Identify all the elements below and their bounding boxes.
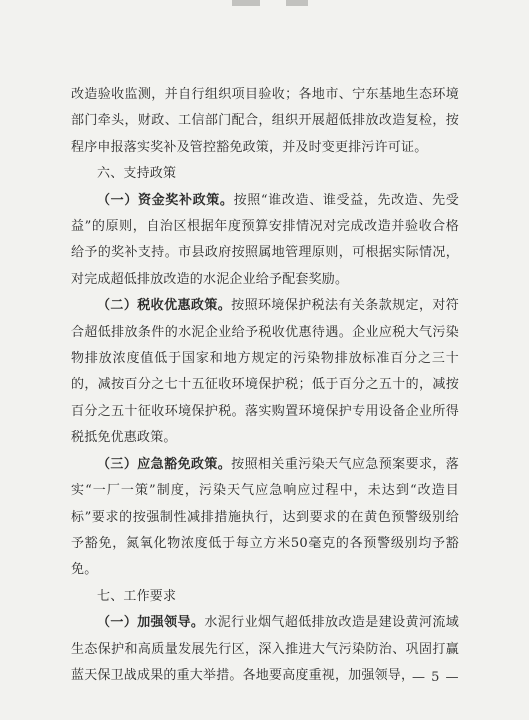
requirement-title-leadership: （一）加强领导。 [97, 615, 205, 631]
policy-body-subsidy: 按照“谁改造、谁受益，先改造、先受益”的原则，自治区根据年度预算安排情况对完成改造并验收合格给予的奖补支持。市县政府按照属地管理原则，可根据实际情况，对完成超低排放改造的水泥企业给予配套奖励。 [71, 192, 459, 287]
page-number: — 5 — [412, 670, 460, 685]
scan-artifact-mark [232, 0, 260, 6]
scan-artifact-mark [286, 0, 308, 6]
policy-title-tax: （二）税收优惠政策。 [97, 298, 232, 314]
policy-paragraph-tax [71, 293, 459, 451]
section-heading-support-policy: 六、支持政策 [97, 166, 177, 182]
requirement-body-leadership: 水泥行业烟气超低排放改造是建设黄河流域生态保护和高质量发展先行区，深入推进大气污染防治、巩固打赢蓝天保卫战成果的重大举措。各地要高度重视，加强领导， [71, 615, 459, 683]
policy-paragraph-emergency [71, 452, 459, 584]
policy-body-emergency: 按照相关重污染天气应急预案要求，落实“一厂一策”制度，污染天气应急响应过程中，未达到“改造目标”要求的按强制性减排措施执行，达到要求的在黄色预警级别给予豁免，氮氧化物浓度低于每立方米50毫克的各预警级别均予豁免。 [71, 456, 459, 578]
policy-body-tax: 按照环境保护税法有关条款规定，对符合超低排放条件的水泥企业给予税收优惠待遇。企业应税大气污染物排放浓度值低于国家和地方规定的污染物排放标准百分之三十的，减按百分之七十五征收环境保护税；低于百分之五十的，减按百分之五十征收环境保护税。落实购置环境保护专用设备企业所得税抵免优惠政策。 [71, 298, 459, 446]
policy-title-emergency: （三）应急豁免政策。 [97, 456, 232, 472]
continuation-paragraph: 改造验收监测，并自行组织项目验收；各地市、宁东基地生态环境部门牵头，财政、工信部门配合，组织开展超低排放改造复检，按程序申报落实奖补及管控豁免政策，并及时变更排污许可证。 [71, 87, 459, 155]
requirement-paragraph-leadership [71, 610, 459, 689]
policy-paragraph-subsidy [71, 188, 459, 294]
section-heading-work-requirements: 七、工作要求 [97, 588, 177, 604]
document-body [71, 82, 459, 689]
policy-title-subsidy: （一）资金奖补政策。 [97, 192, 234, 208]
